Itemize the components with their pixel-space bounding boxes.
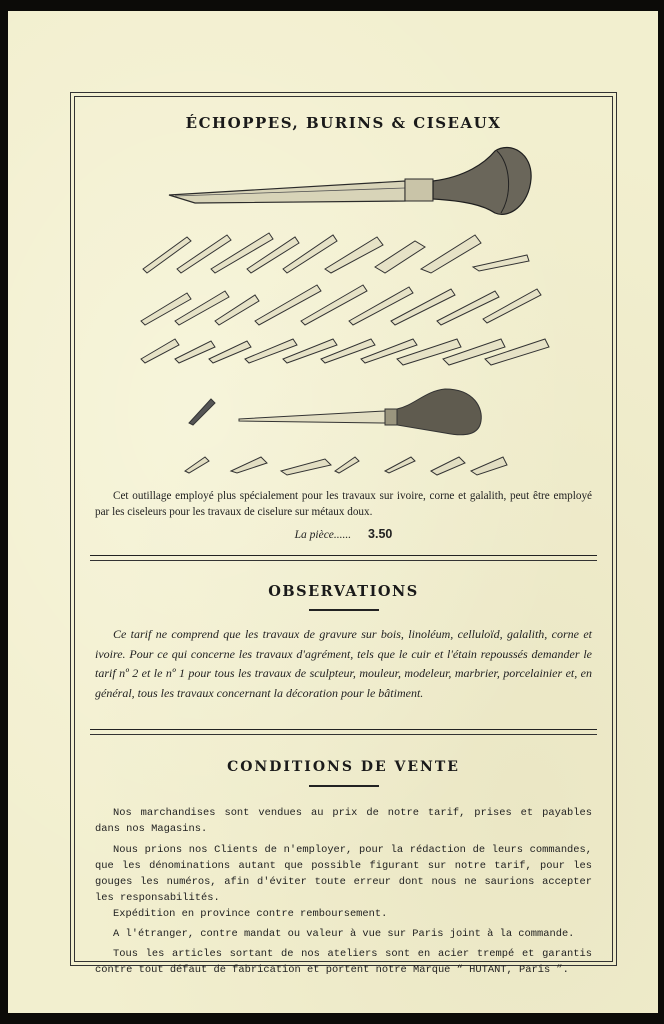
tools-description — [95, 489, 592, 520]
conditions-paragraph: Expédition en province contre remboursement. — [113, 908, 388, 920]
section-divider — [90, 729, 597, 735]
observations-paragraph: Ce tarif ne comprend que les travaux de gravure sur bois, linoléum, celluloïd, galalith, corne et ivoire. Pour ce qui concerne les travaux d'agrément, tels que le cuir et l'étain repoussés demander le tarif nº 2 et le nº 1 pour tous les travaux de sculpteur, mouleur, modeleur, marbrier, porcelainier et, en général, tous les travaux concernant la décoration pour le bâtiment. — [95, 627, 592, 700]
price-label: La pièce...... — [294, 529, 352, 541]
price-line — [75, 527, 612, 541]
observations-text — [95, 625, 592, 703]
section-divider — [90, 555, 597, 561]
section-title-tools: ÉCHOPPES, BURINS & CISEAUX — [185, 114, 502, 132]
title-underline — [309, 785, 379, 787]
price-value: 3.50 — [368, 527, 393, 541]
document-page — [8, 11, 658, 1013]
title-underline — [309, 609, 379, 611]
conditions-paragraph: Tous les articles sortant de nos ateliers sont en acier trempé et garantis contre tout défaut de fabrication et portent notre Marque “ HUTANT, Paris ”. — [95, 948, 592, 976]
tools-description-text: Cet outillage employé plus spécialement pour les travaux sur ivoire, corne et galalith, peut être employé par les ciseleurs pour les travaux de ciselure sur métaux doux. — [95, 490, 592, 518]
conditions-paragraph: Nos marchandises sont vendues au prix de notre tarif, prises et payables dans nos Magasins. — [95, 807, 592, 835]
section-title-conditions: CONDITIONS DE VENTE — [227, 759, 460, 775]
section-title-observations: OBSERVATIONS — [268, 583, 419, 600]
conditions-text — [95, 805, 592, 978]
burin-small-illustration — [175, 379, 515, 479]
page-border-inner — [74, 96, 613, 976]
page-border — [70, 92, 617, 976]
conditions-paragraph: Nous prions nos Clients de n'employer, pour la rédaction de leurs commandes, que les dénominations autant que possible figurant sur notre tarif, pour les gouges les numéros, afin d'éviter toute erreur dont nous ne saurions accepter les responsabilités. — [95, 844, 592, 904]
burin-large-illustration — [165, 143, 535, 223]
tool-rows-illustration — [135, 229, 555, 369]
conditions-paragraph: A l'étranger, contre mandat ou valeur à vue sur Paris joint à la commande. — [113, 928, 575, 940]
